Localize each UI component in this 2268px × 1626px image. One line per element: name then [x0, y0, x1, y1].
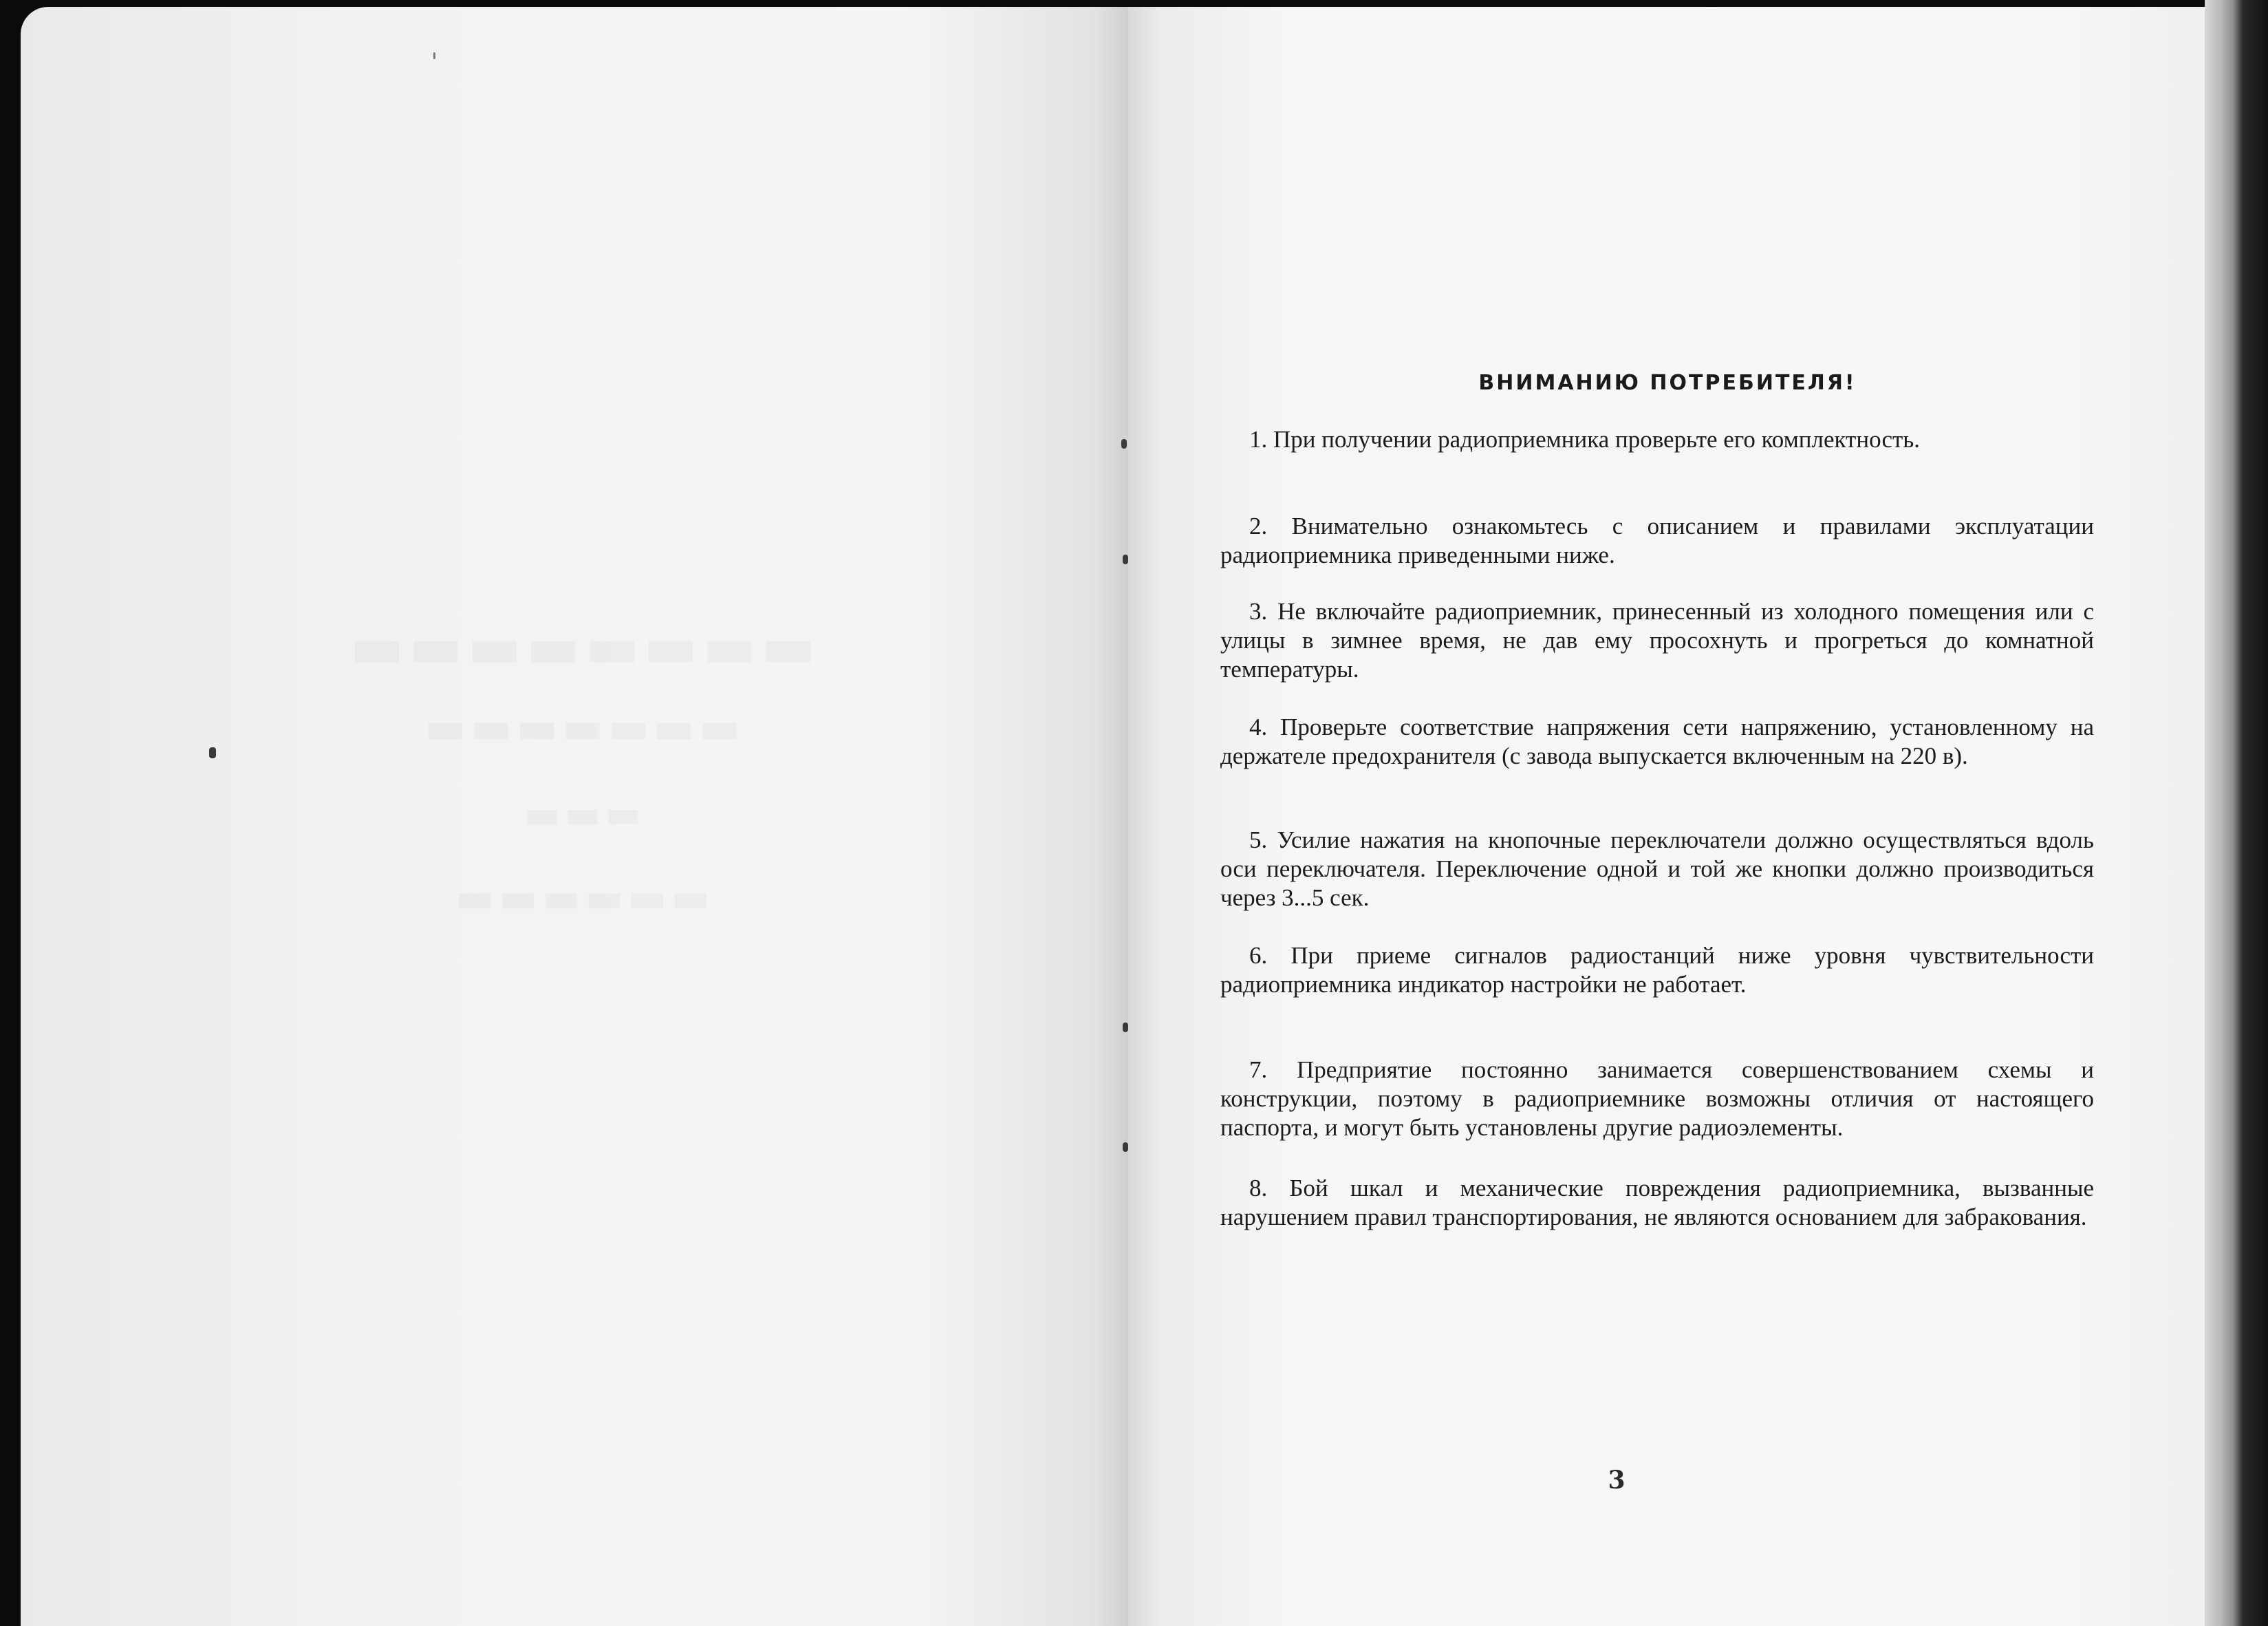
notice-item-6: 6. При приеме сигналов радиостанций ниже уровня чувствительности радиоприемника индикатор настройки не работает.: [1220, 942, 2094, 998]
show-through-ghost-text: ▬▬▬▬▬▬▬▬: [349, 612, 820, 681]
notice-item-2: 2. Внимательно ознакомьтесь с описанием и правилами эксплуатации радиоприемника приведенными ниже.: [1220, 513, 2094, 568]
binding-staple-mark: [1123, 1023, 1128, 1032]
left-page-blank: [21, 7, 1128, 1626]
notice-heading: ВНИМАНИЮ ПОТРЕБИТЕЛЯ!: [1478, 371, 1857, 395]
show-through-ghost-text: ▬▬▬: [523, 791, 646, 837]
binding-staple-mark: [1123, 555, 1128, 564]
notice-item-1: 1. При получении радиоприемника проверьте его комплектность.: [1249, 426, 1920, 453]
ink-speck: [433, 52, 435, 59]
binding-staple-mark: [1123, 1142, 1128, 1152]
notice-item-4: 4. Проверьте соответствие напряжения сети напряжению, установленному на держателе предохранителя (с завода выпускается включенным на 220 в).: [1220, 714, 2094, 769]
show-through-ghost-text: ▬▬▬▬▬▬▬: [424, 702, 745, 753]
notice-item-3: 3. Не включайте радиоприемник, принесенный из холодного помещения или с улицы в зимнее время, не дав ему просохнуть и прогреться до комнатной температуры.: [1220, 598, 2094, 683]
binding-staple-mark: [1121, 439, 1127, 449]
notice-item-8: 8. Бой шкал и механические повреждения радиоприемника, вызванные нарушением правил транспортирования, не являются основанием для забракования.: [1220, 1175, 2094, 1230]
notice-item-5: 5. Усилие нажатия на кнопочные переключатели должно осуществляться вдоль оси переключателя. Переключение одной и той же кнопки должно производиться через 3...5 сек.: [1220, 826, 2094, 911]
notice-item-7: 7. Предприятие постоянно занимается совершенствованием схемы и конструкции, поэтому в радиоприемнике возможны отличия от настоящего паспорта, и могут быть установлены другие радиоэлементы.: [1220, 1056, 2094, 1141]
right-page: [1128, 7, 2205, 1626]
page-number: 3: [1608, 1466, 1626, 1495]
booklet-edge-shadow: [2205, 0, 2268, 1626]
show-through-ghost-text: ▬▬▬▬▬▬: [455, 874, 715, 922]
ink-speck: [209, 747, 216, 758]
